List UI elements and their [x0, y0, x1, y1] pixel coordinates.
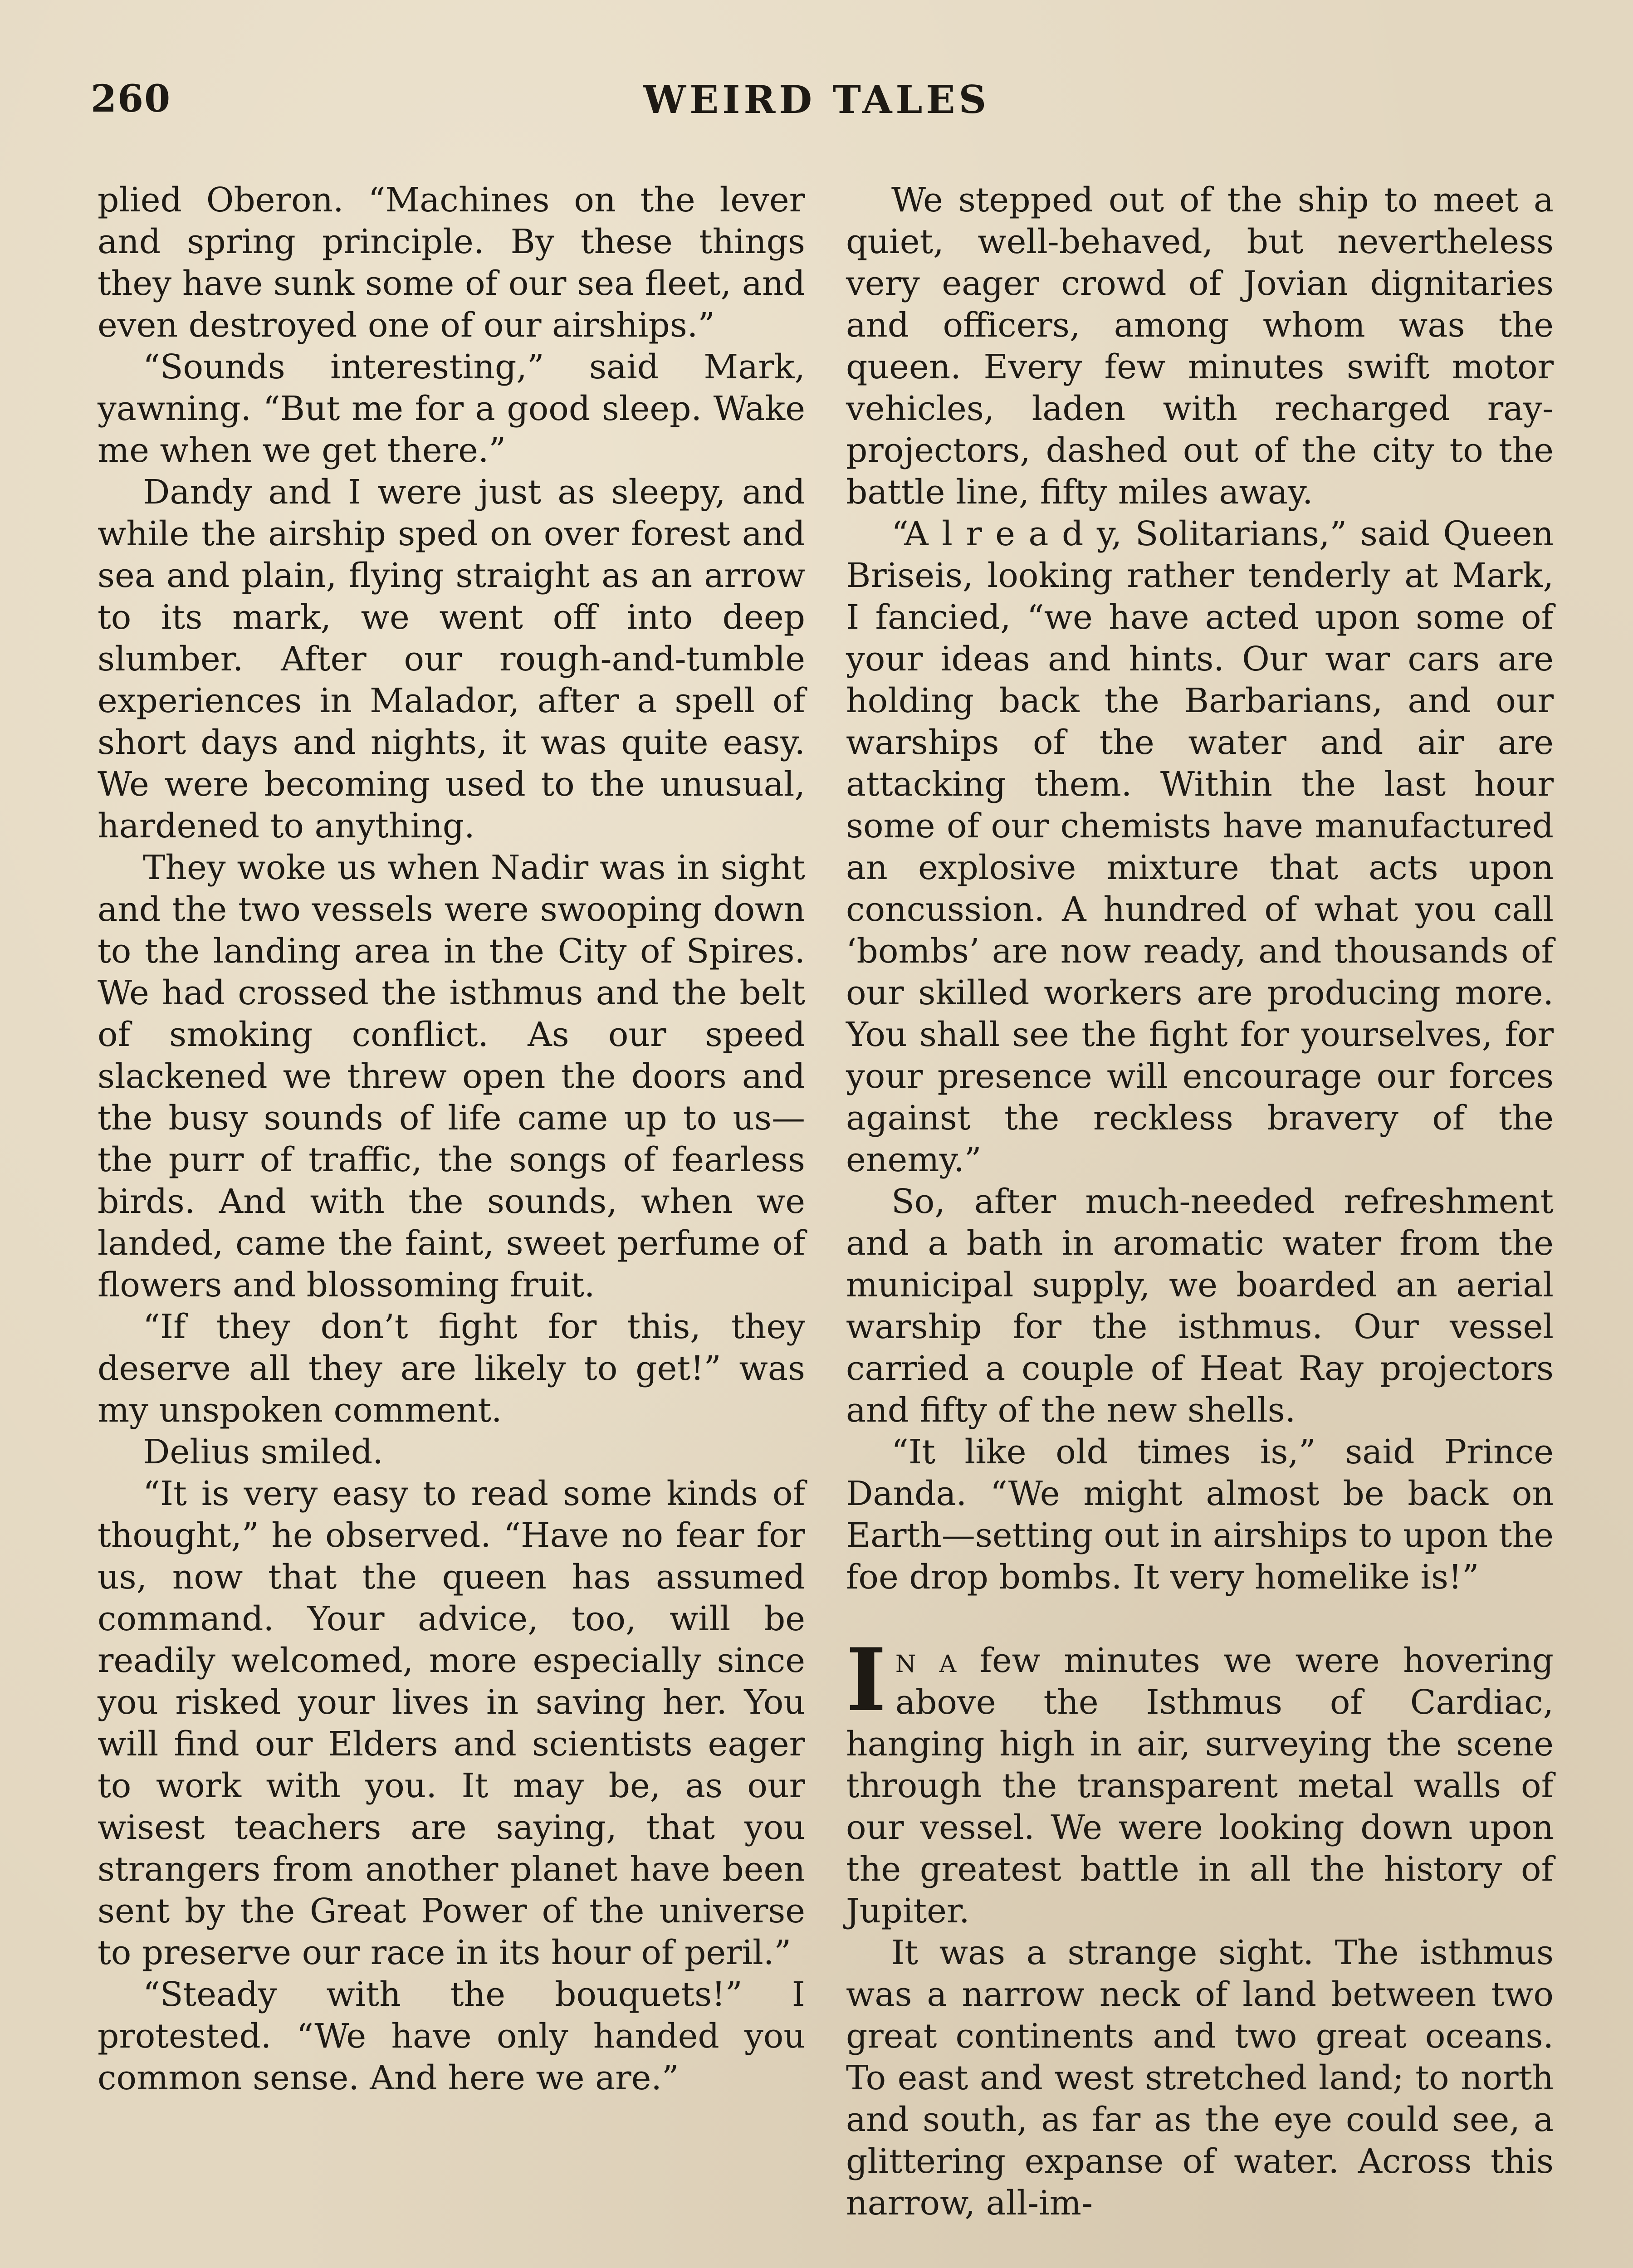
paragraph: They woke us when Nadir was in sight and the two vessels were swooping down to the landing area in the City of Spires. We had crossed the isthmus and the belt of smoking conflict. As our speed slackened we threw open the doors and the busy sounds of life came up to us—the purr of traffic, the songs of fearless birds. And with the sounds, when we landed, came the faint, sweet perfume of flowers and blossoming fruit. [98, 848, 805, 1305]
left-column [98, 179, 805, 2099]
paragraph: Delius smiled. [143, 1432, 383, 1471]
paragraph: “If they don’t fight for this, they deserve all they are likely to get!” was my unspoken comment. [98, 1307, 805, 1430]
paragraph: So, after much-needed refreshment and a bath in aromatic water from the municipal supply, we boarded an aerial warship for the isthmus. Our vessel carried a couple of Heat Ray projectors and fifty of the new shells. [846, 1182, 1554, 1430]
opening-text: few minutes we were hovering above the Isthmus of Cardiac, hanging high in air, surveying the scene through the transparent metal walls of our vessel. We were looking down upon the greatest battle in all the history of Jupiter. [846, 1641, 1554, 1931]
paragraph: “Steady with the bouquets!” I protested. “We have only handed you common sense. And here we are.” [98, 1975, 805, 2097]
page-header [91, 77, 1542, 127]
paragraph: “It is very easy to read some kinds of thought,” he observed. “Have no fear for us, now that the queen has assumed command. Your advice, too, will be readily welcomed, more especially since you risked your lives in saving her. You will find our Elders and scientists eager to work with you. It may be, as our wisest teachers are saying, that you strangers from another planet have been sent by the Great Power of the universe to preserve our race in its hour of peril.” [98, 1474, 805, 1972]
paragraph: “Sounds interesting,” said Mark, yawning. “But me for a good sleep. Wake me when we get there.” [98, 347, 805, 470]
small-caps-lead: n a [895, 1641, 957, 1680]
right-column [846, 179, 1554, 2224]
running-title: WEIRD TALES [643, 77, 990, 122]
drop-cap: I [846, 1629, 886, 1730]
page-number: 260 [91, 77, 171, 121]
paragraph: “It like old times is,” said Prince Danda. “We might almost be back on Earth—setting out in airships to upon the foe drop bombs. It very homelike is!” [846, 1432, 1554, 1597]
paragraph: plied Oberon. “Machines on the lever and spring principle. By these things they have sunk some of our sea fleet, and even destroyed one of our airships.” [98, 181, 805, 345]
paragraph: It was a strange sight. The isthmus was a narrow neck of land between two great continents and two great oceans. To east and west stretched land; to north and south, as far as the eye could see, a glittering expanse of water. Across this narrow, all-im- [846, 1933, 1554, 2223]
section-opening-paragraph [846, 1629, 1554, 1932]
paragraph: “A l r e a d y, Solitarians,” said Queen Briseis, looking rather tenderly at Mark, I fancied, “we have acted upon some of your ideas and hints. Our war cars are holding back the Barbarians, and our warships of the water and air are attacking them. Within the last hour some of our chemists have manufactured an explosive mixture that acts upon concussion. A hundred of what you call ‘bombs’ are now ready, and thousands of our skilled workers are producing more. You shall see the fight for yourselves, for your presence will encourage our forces against the reckless bravery of the enemy.” [846, 514, 1554, 1179]
section-break [846, 1598, 1554, 1640]
paragraph: Dandy and I were just as sleepy, and while the airship sped on over forest and sea and plain, flying straight as an arrow to its mark, we went off into deep slumber. After our rough-and-tumble experiences in Malador, after a spell of short days and nights, it was quite easy. We were becoming used to the unusual, hardened to anything. [98, 473, 805, 846]
paragraph: We stepped out of the ship to meet a quiet, well-behaved, but nevertheless very eager crowd of Jovian dignitaries and officers, among whom was the queen. Every few minutes swift motor vehicles, laden with recharged ray-projectors, dashed out of the city to the battle line, fifty miles away. [846, 181, 1554, 512]
